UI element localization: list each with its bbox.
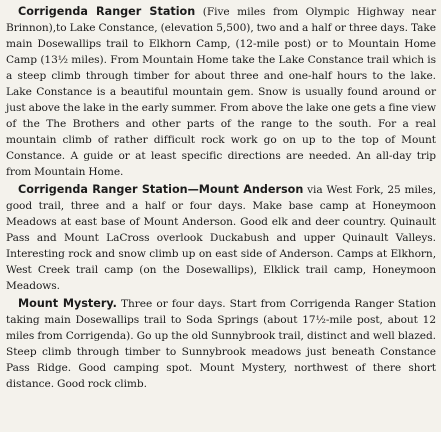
entry-body: Three or four days. Start from Corrigenda Ranger Station taking main Dosewallips trail to Soda Springs (about 17½-mile post, about 12 miles from Corrigenda). Go up the old Sunnybrook trail, distinct and well blazed. Steep climb through timber to Sunnybrook meadows just beneath Constance Pass Ridge. Good camping spot. Mount Mystery, northwest of there short distance. Good rock climb. [6,298,437,390]
entry-body: via West Fork, 25 miles, good trail, three and a half or four days. Make base camp at Honeymoon Meadows at east base of Mount Anderson. Good elk and deer country. Quinault Pass and Mount LaCross overlook Duckabush and upper Quinault Valleys. Interesting rock and snow climb up on east side of Anderson. Camps at Elkhorn, West Creek trail camp (on the Dosewallips), Elklick trail camp, Honeymoon Meadows. [6,184,436,292]
entry-body: (Five miles from Olympic Highway near Brinnon),to Lake Constance, (elevation 5,500), two and a half or three days. Take main Dosewallips trail to Elkhorn Camp, (12-mile post) or to Mountain Home Camp (13½ miles). From Mountain Home take the Lake Constance trail which is a steep climb through timber for about three and one-half hours to the lake. Lake Constance is a beautiful mountain gem. Snow is usually found around or just above the lake in the early summer. From above the lake one gets a fine view of the The Brothers and other parts of the range to the south. For a real mountain climb of rather difficult rock work go on up to the top of Mount Constance. A guide or at least specific directions are needed. An all-day trip from Mountain Home. [6,6,436,178]
entry-corrigenda-lake-constance [6,4,436,180]
entry-heading: Corrigenda Ranger Station—Mount Anderson [18,183,304,196]
entry-heading: Corrigenda Ranger Station [18,5,196,18]
entry-corrigenda-mount-anderson [6,182,436,294]
entry-heading: Mount Mystery. [18,297,117,310]
entry-mount-mystery [6,296,436,392]
